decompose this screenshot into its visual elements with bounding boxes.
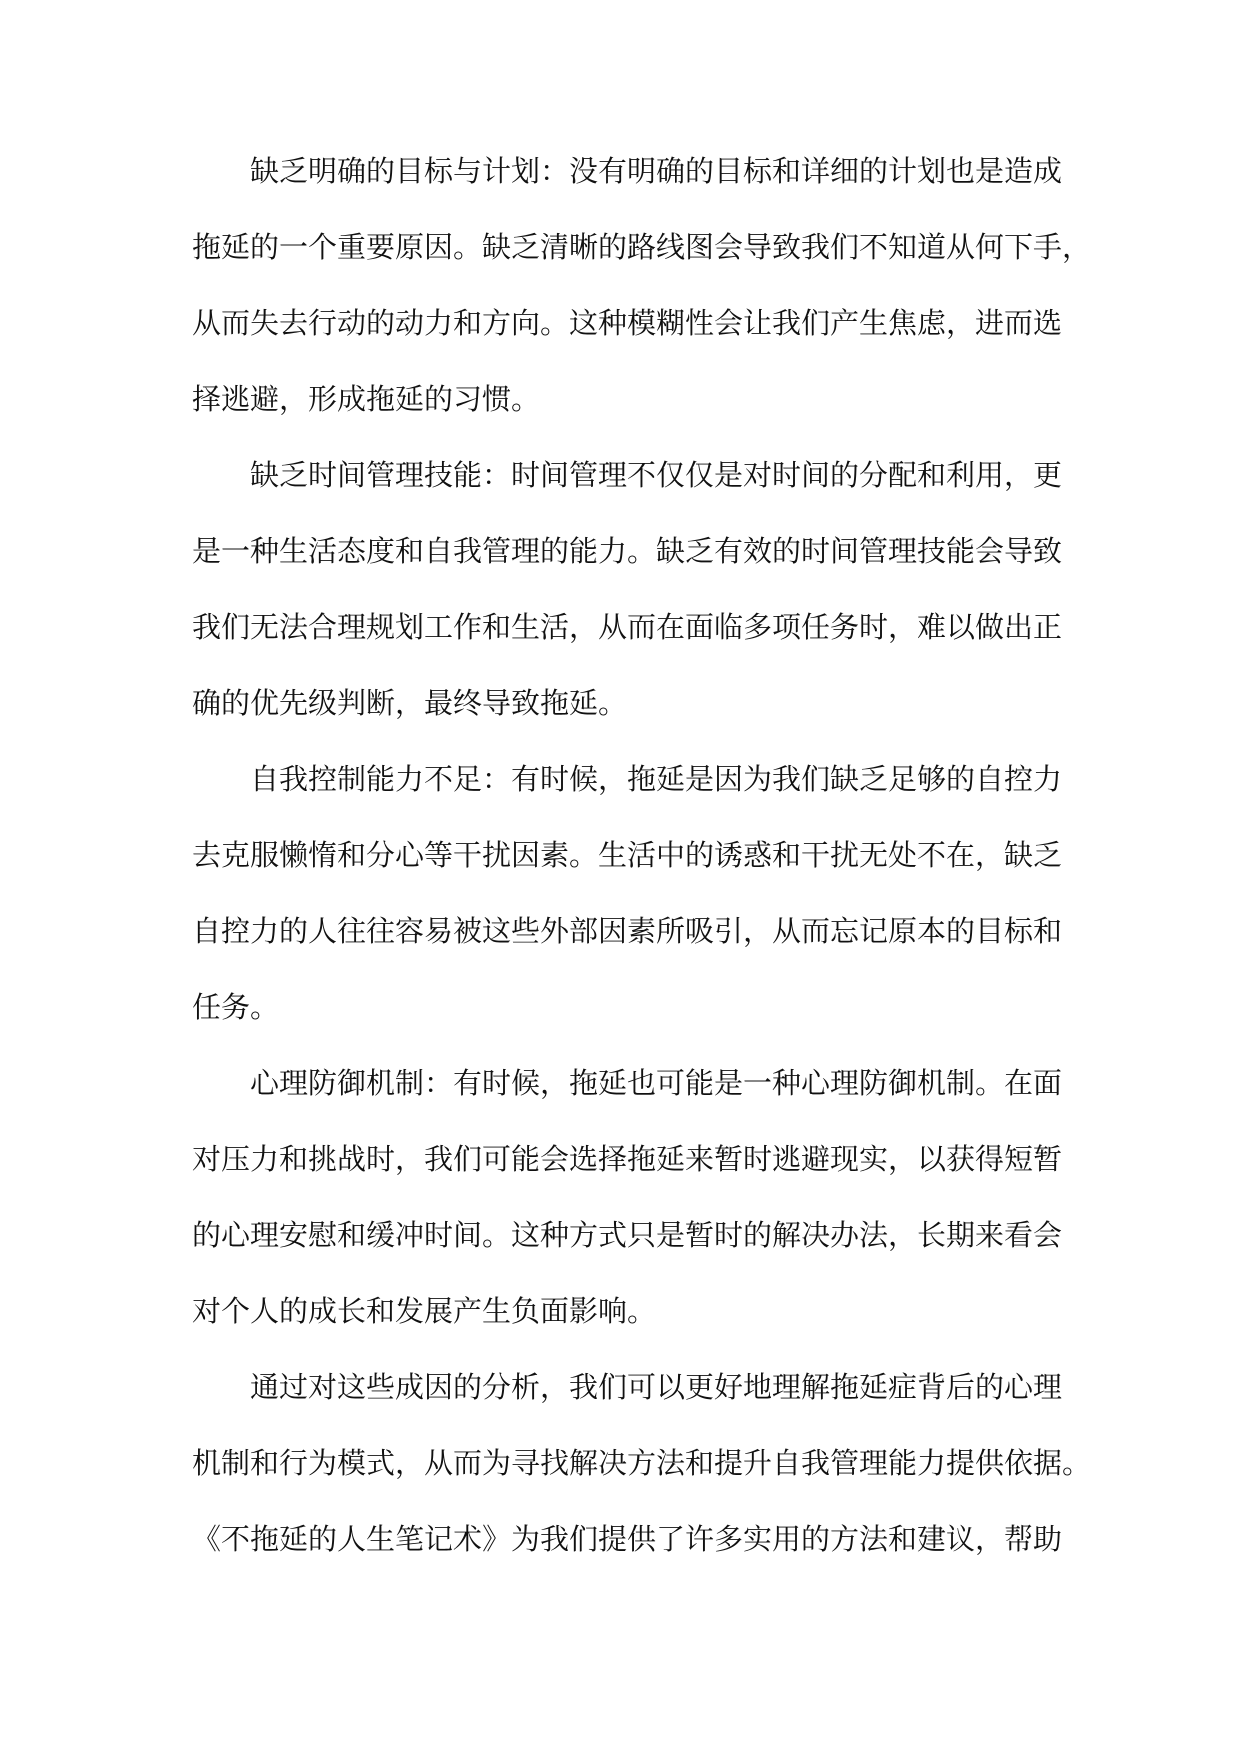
text-line: 拖延的一个重要原因。缺乏清晰的路线图会导致我们不知道从何下手，	[192, 230, 1092, 264]
text-line: 从而失去行动的动力和方向。这种模糊性会让我们产生焦虑，进而选	[192, 306, 1063, 340]
paragraph-self-control	[192, 741, 1121, 1045]
paragraph-defense-mechanism	[192, 1045, 1121, 1349]
text-line: 对压力和挑战时，我们可能会选择拖延来暂时逃避现实，以获得短暂	[192, 1142, 1063, 1176]
text-line: 我们无法合理规划工作和生活，从而在面临多项任务时，难以做出正	[192, 610, 1063, 644]
text-line: 心理防御机制：有时候，拖延也可能是一种心理防御机制。在面	[250, 1066, 1063, 1100]
paragraph-conclusion	[192, 1349, 1121, 1577]
text-line: 自我控制能力不足：有时候，拖延是因为我们缺乏足够的自控力	[250, 762, 1063, 796]
text-line: 的心理安慰和缓冲时间。这种方式只是暂时的解决办法，长期来看会	[192, 1218, 1063, 1252]
paragraph-time-management	[192, 437, 1121, 741]
text-line: 通过对这些成因的分析，我们可以更好地理解拖延症背后的心理	[250, 1370, 1063, 1404]
text-line: 缺乏时间管理技能：时间管理不仅仅是对时间的分配和利用，更	[250, 458, 1063, 492]
text-line: 任务。	[192, 990, 280, 1024]
text-line: 自控力的人往往容易被这些外部因素所吸引，从而忘记原本的目标和	[192, 914, 1063, 948]
paragraph-lack-of-goals	[192, 133, 1121, 437]
text-line: 《不拖延的人生笔记术》为我们提供了许多实用的方法和建议，帮助	[192, 1522, 1063, 1556]
text-line: 确的优先级判断，最终导致拖延。	[192, 686, 628, 720]
text-line: 对个人的成长和发展产生负面影响。	[192, 1294, 657, 1328]
text-line: 去克服懒惰和分心等干扰因素。生活中的诱惑和干扰无处不在，缺乏	[192, 838, 1063, 872]
text-line: 缺乏明确的目标与计划：没有明确的目标和详细的计划也是造成	[250, 154, 1063, 188]
text-line: 择逃避，形成拖延的习惯。	[192, 382, 541, 416]
text-line: 机制和行为模式，从而为寻找解决方法和提升自我管理能力提供依据。	[192, 1446, 1092, 1480]
text-line: 是一种生活态度和自我管理的能力。缺乏有效的时间管理技能会导致	[192, 534, 1063, 568]
